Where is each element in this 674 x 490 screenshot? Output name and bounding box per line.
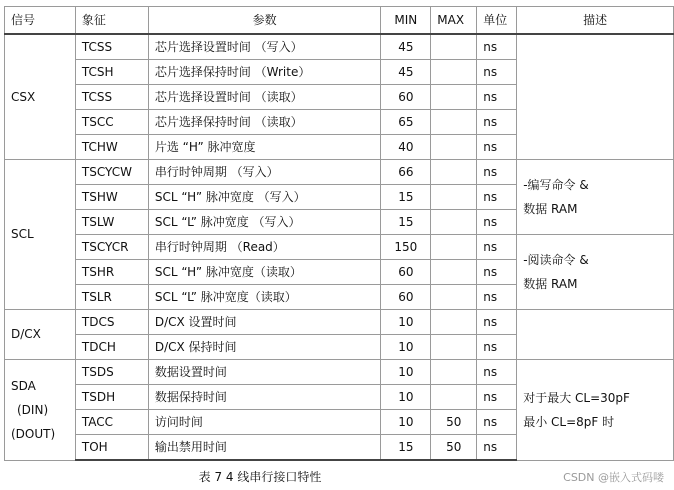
max-cell <box>431 235 477 260</box>
param-cell: 串行时钟周期 （写入） <box>148 160 381 185</box>
csdn-watermark: CSDN @嵌入式码喽 <box>563 471 664 484</box>
symbol-cell: TSDS <box>75 360 148 385</box>
desc-cell <box>517 34 674 160</box>
desc-line: -编写命令 & <box>523 178 589 192</box>
min-cell: 45 <box>381 34 431 60</box>
table-row <box>5 310 674 335</box>
max-cell <box>431 110 477 135</box>
max-cell <box>431 34 477 60</box>
header-unit: 单位 <box>477 7 517 35</box>
symbol-cell: TSCYCR <box>75 235 148 260</box>
signal-line: (DOUT) <box>11 426 56 441</box>
min-cell: 15 <box>381 185 431 210</box>
header-signal: 信号 <box>5 7 76 35</box>
unit-cell: ns <box>477 285 517 310</box>
signal-cell: D/CX <box>5 310 76 360</box>
unit-cell: ns <box>477 435 517 461</box>
symbol-cell: TSHR <box>75 260 148 285</box>
header-param: 参数 <box>148 7 381 35</box>
desc-cell <box>517 235 674 310</box>
header-min: MIN <box>381 7 431 35</box>
param-cell: 访问时间 <box>148 410 381 435</box>
symbol-cell: TSHW <box>75 185 148 210</box>
table-caption: 表 7 4 线串行接口特性 <box>198 470 322 484</box>
param-cell: 芯片选择设置时间 （写入） <box>148 34 381 60</box>
param-cell: D/CX 设置时间 <box>148 310 381 335</box>
unit-cell: ns <box>477 310 517 335</box>
max-cell <box>431 260 477 285</box>
max-cell <box>431 60 477 85</box>
unit-cell: ns <box>477 160 517 185</box>
symbol-cell: TCSS <box>75 85 148 110</box>
timing-spec-table <box>4 6 674 461</box>
min-cell: 15 <box>381 435 431 461</box>
min-cell: 10 <box>381 360 431 385</box>
min-cell: 10 <box>381 385 431 410</box>
unit-cell: ns <box>477 110 517 135</box>
symbol-cell: TSCC <box>75 110 148 135</box>
table-row <box>5 34 674 60</box>
param-cell: 芯片选择保持时间 （Write） <box>148 60 381 85</box>
unit-cell: ns <box>477 260 517 285</box>
symbol-cell: TSLR <box>75 285 148 310</box>
desc-cell <box>517 310 674 360</box>
max-cell <box>431 85 477 110</box>
desc-line: -阅读命令 & <box>523 253 589 267</box>
param-cell: 片选 “H” 脉冲宽度 <box>148 135 381 160</box>
max-cell <box>431 385 477 410</box>
unit-cell: ns <box>477 360 517 385</box>
desc-cell <box>517 360 674 461</box>
spec-table-wrapper <box>4 6 674 461</box>
min-cell: 150 <box>381 235 431 260</box>
min-cell: 10 <box>381 335 431 360</box>
symbol-cell: TSDH <box>75 385 148 410</box>
max-cell <box>431 160 477 185</box>
symbol-cell: TCSS <box>75 34 148 60</box>
unit-cell: ns <box>477 135 517 160</box>
desc-line: 数据 RAM <box>523 277 578 291</box>
desc-line: 数据 RAM <box>523 202 578 216</box>
param-cell: 芯片选择设置时间 （读取） <box>148 85 381 110</box>
table-row <box>5 235 674 260</box>
min-cell: 10 <box>381 310 431 335</box>
param-cell: SCL “H” 脉冲宽度（读取） <box>148 260 381 285</box>
param-cell: SCL “L” 脉冲宽度（读取） <box>148 285 381 310</box>
unit-cell: ns <box>477 185 517 210</box>
param-cell: 数据设置时间 <box>148 360 381 385</box>
symbol-cell: TSCYCW <box>75 160 148 185</box>
unit-cell: ns <box>477 335 517 360</box>
max-cell <box>431 135 477 160</box>
min-cell: 40 <box>381 135 431 160</box>
param-cell: 串行时钟周期 （Read） <box>148 235 381 260</box>
unit-cell: ns <box>477 410 517 435</box>
unit-cell: ns <box>477 385 517 410</box>
desc-line: 最小 CL=8pF 时 <box>523 414 615 429</box>
header-desc: 描述 <box>517 7 674 35</box>
table-row <box>5 160 674 185</box>
unit-cell: ns <box>477 34 517 60</box>
max-cell <box>431 210 477 235</box>
max-cell <box>431 185 477 210</box>
min-cell: 60 <box>381 285 431 310</box>
max-cell <box>431 285 477 310</box>
signal-cell: CSX <box>5 34 76 160</box>
min-cell: 60 <box>381 85 431 110</box>
symbol-cell: TSLW <box>75 210 148 235</box>
param-cell: SCL “H” 脉冲宽度 （写入） <box>148 185 381 210</box>
max-cell <box>431 360 477 385</box>
max-cell <box>431 310 477 335</box>
min-cell: 10 <box>381 410 431 435</box>
header-max: MAX <box>431 7 477 35</box>
symbol-cell: TDCS <box>75 310 148 335</box>
unit-cell: ns <box>477 60 517 85</box>
signal-line: SDA <box>11 378 36 393</box>
min-cell: 15 <box>381 210 431 235</box>
max-cell: 50 <box>431 410 477 435</box>
symbol-cell: TACC <box>75 410 148 435</box>
param-cell: 数据保持时间 <box>148 385 381 410</box>
header-symbol: 象征 <box>75 7 148 35</box>
param-cell: SCL “L” 脉冲宽度 （写入） <box>148 210 381 235</box>
unit-cell: ns <box>477 210 517 235</box>
symbol-cell: TOH <box>75 435 148 461</box>
symbol-cell: TDCH <box>75 335 148 360</box>
min-cell: 66 <box>381 160 431 185</box>
symbol-cell: TCHW <box>75 135 148 160</box>
unit-cell: ns <box>477 85 517 110</box>
param-cell: D/CX 保持时间 <box>148 335 381 360</box>
unit-cell: ns <box>477 235 517 260</box>
symbol-cell: TCSH <box>75 60 148 85</box>
table-row <box>5 360 674 385</box>
signal-cell <box>5 360 76 461</box>
max-cell <box>431 335 477 360</box>
desc-line: 对于最大 CL=30pF <box>523 390 630 405</box>
desc-cell <box>517 160 674 235</box>
max-cell: 50 <box>431 435 477 461</box>
min-cell: 45 <box>381 60 431 85</box>
param-cell: 输出禁用时间 <box>148 435 381 461</box>
signal-cell: SCL <box>5 160 76 310</box>
min-cell: 65 <box>381 110 431 135</box>
signal-line: (DIN) <box>17 402 49 417</box>
header-row <box>5 7 674 35</box>
min-cell: 60 <box>381 260 431 285</box>
param-cell: 芯片选择保持时间 （读取） <box>148 110 381 135</box>
